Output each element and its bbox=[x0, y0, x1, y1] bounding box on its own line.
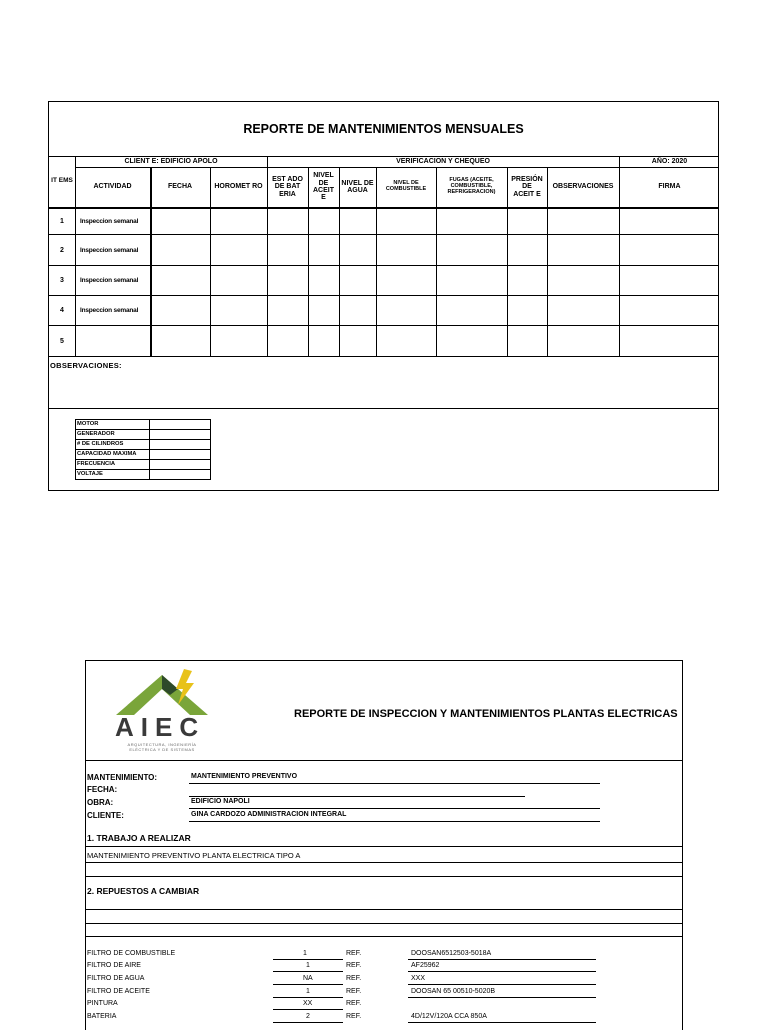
part-ref: AF25962 bbox=[411, 962, 440, 969]
part-qty: XX bbox=[303, 1000, 313, 1007]
field-label: FECHA: bbox=[87, 785, 118, 794]
section1-title: 1. TRABAJO A REALIZAR bbox=[87, 833, 191, 843]
monthly-maintenance-report bbox=[48, 101, 719, 491]
part-name: FILTRO DE AGUA bbox=[87, 975, 145, 982]
col-nivel-aceite: NIVEL DE ACEIT E bbox=[313, 172, 334, 202]
part-ref-label: REF. bbox=[346, 962, 362, 969]
col-fecha: FECHA bbox=[167, 183, 193, 191]
part-ref-label: REF. bbox=[346, 988, 362, 995]
col-fugas: FUGAS (ACEITE, COMBUSTIBLE, REFRIGERACION) bbox=[447, 177, 496, 195]
spec-label: FRECUENCIA bbox=[76, 460, 150, 470]
row-activity: Inspeccion semanal bbox=[80, 277, 139, 284]
logo-subtitle: ARQUITECTURA, INGENIERÍA ELÉCTRICA Y DE SISTEMAS bbox=[127, 742, 197, 752]
part-ref: DOOSAN6512503-5018A bbox=[411, 950, 492, 957]
part-name: FILTRO DE COMBUSTIBLE bbox=[87, 950, 176, 957]
part-qty: NA bbox=[303, 975, 313, 982]
part-ref-label: REF. bbox=[346, 1013, 362, 1020]
part-qty: 1 bbox=[306, 962, 310, 969]
col-horometro: HOROMET RO bbox=[214, 183, 263, 191]
part-qty: 2 bbox=[306, 1013, 310, 1020]
field-value: MANTENIMIENTO PREVENTIVO bbox=[191, 773, 298, 780]
col-nivel-combustible: NIVEL DE COMBUSTIBLE bbox=[385, 180, 427, 192]
part-ref-label: REF. bbox=[346, 950, 362, 957]
report2-title: REPORTE DE INSPECCION Y MANTENIMIENTOS PLANTAS ELECTRICAS bbox=[294, 708, 678, 720]
spec-label: MOTOR bbox=[76, 420, 150, 430]
part-ref: 4D/12V/120A CCA 850A bbox=[411, 1013, 487, 1020]
part-ref-label: REF. bbox=[346, 975, 362, 982]
inspection-report bbox=[85, 660, 683, 1030]
client-label: CLIENT E: EDIFICIO APOLO bbox=[124, 157, 218, 165]
generator-specs-table bbox=[75, 419, 211, 480]
part-qty: 1 bbox=[306, 988, 310, 995]
part-ref: DOOSAN 65 00510-5020B bbox=[411, 988, 496, 995]
row-number: 5 bbox=[60, 337, 64, 345]
col-firma: FIRMA bbox=[658, 183, 681, 191]
spec-label: VOLTAJE bbox=[76, 470, 150, 480]
field-value: GINA CARDOZO ADMINISTRACION INTEGRAL bbox=[191, 811, 347, 818]
col-observaciones: OBSERVACIONES bbox=[552, 183, 614, 191]
row-activity: Inspeccion semanal bbox=[80, 246, 139, 254]
col-estado-bateria: EST ADO DE BAT ERIA bbox=[272, 175, 303, 198]
col-items: IT EMS bbox=[51, 177, 73, 185]
field-label: MANTENIMIENTO: bbox=[87, 773, 158, 782]
part-name: FILTRO DE AIRE bbox=[87, 962, 141, 969]
row-number: 4 bbox=[60, 307, 64, 314]
work-description: MANTENIMIENTO PREVENTIVO PLANTA ELECTRICA TIPO A bbox=[87, 851, 301, 860]
section2-title: 2. REPUESTOS A CAMBIAR bbox=[87, 886, 200, 896]
col-actividad: ACTIVIDAD bbox=[93, 183, 132, 191]
part-ref-label: REF. bbox=[346, 1000, 362, 1007]
logo-text: AIEC bbox=[115, 712, 206, 742]
report1-title: REPORTE DE MANTENIMIENTOS MENSUALES bbox=[49, 102, 718, 157]
part-name: FILTRO DE ACEITE bbox=[87, 988, 150, 995]
row-number: 2 bbox=[60, 246, 64, 254]
observaciones-label: OBSERVACIONES: bbox=[50, 361, 122, 370]
spec-label: CAPACIDAD MAXIMA bbox=[76, 450, 150, 460]
part-qty: 1 bbox=[303, 950, 307, 957]
row-activity: Inspeccion semanal bbox=[80, 218, 139, 225]
row-number: 3 bbox=[60, 277, 64, 284]
field-label: OBRA: bbox=[87, 798, 114, 807]
col-presion-aceite: PRESIÓN DE ACEIT E bbox=[511, 175, 543, 198]
field-value: EDIFICIO NAPOLI bbox=[191, 798, 250, 805]
spec-label: # DE CILINDROS bbox=[76, 440, 150, 450]
part-name: BATERIA bbox=[87, 1013, 117, 1020]
spec-label: GENERADOR bbox=[76, 430, 150, 440]
part-ref: XXX bbox=[411, 975, 426, 982]
row-activity: Inspeccion semanal bbox=[80, 307, 139, 314]
year-label: AÑO: 2020 bbox=[651, 157, 688, 165]
field-label: CLIENTE: bbox=[87, 811, 124, 820]
col-nivel-agua: NIVEL DE AGUA bbox=[341, 179, 374, 194]
part-name: PINTURA bbox=[87, 1000, 118, 1007]
row-number: 1 bbox=[60, 218, 64, 225]
verification-label: VERIFICACION Y CHEQUEO bbox=[396, 157, 490, 165]
